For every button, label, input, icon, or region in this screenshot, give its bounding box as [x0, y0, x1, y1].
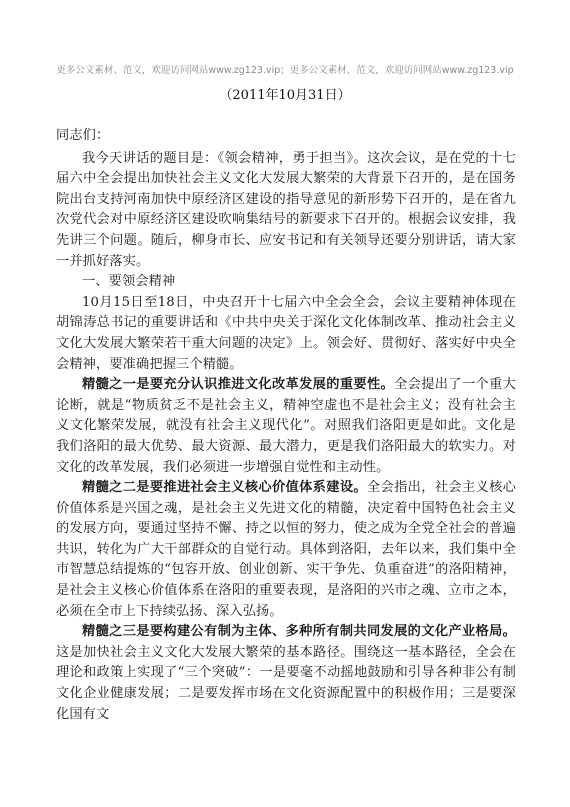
essence-one-text: 全会提出了一个重大论断，就是“物质贫乏不是社会主义，精神空虚也不是社会主义；没有社会主义文化繁荣发展，就没有社会主义现代化”。对照我们洛阳更是如此。文化是我们洛阳的最大优势、最大资源、最大潜力，更是我们洛阳最大的软实力。对文化的改革发展，我们必须进一步增强自觉性和主动性。	[56, 377, 516, 475]
essence-two-lead: 精髓之二是要推进社会主义核心价值体系建设。	[82, 480, 367, 496]
salutation: 同志们：	[56, 128, 110, 143]
essence-three-text: 这是加快社会主义文化大发展大繁荣的基本路径。围绕这一基本路径，全会在理论和政策上实现了“三个突破”：一是要毫不动摇地鼓励和引导各种非公有制文化企业健康发展；二是要发挥市场在文化资源配置中的积极作用；三是要深化国有文	[56, 644, 516, 722]
watermark-text: 更多公文素材、范文，欢迎访问网站www.zg123.vip；更多公文素材、范文，欢迎访问网站www.zg123.vip	[56, 65, 514, 76]
essence-two-paragraph	[56, 478, 516, 622]
intro-paragraph: 我今天讲话的题目是：《领会精神，勇于担当》。这次会议，是在党的十七届六中全会提出加快社会主义文化大发展大繁荣的大背景下召开的，是在国务院出台支持河南加快中原经济区建设的指导意见的新形势下召开的，是在省九次党代会对中原经济区建设吹响集结号的新要求下召开的。根据会议安排，我先讲三个问题。随后，柳身市长、应安书记和有关领导还要分别讲话，请大家一并抓好落实。	[56, 150, 516, 269]
essence-three-lead: 精髓之三是要构建公有制为主体、多种所有制共同发展的文化产业格局。	[82, 624, 516, 640]
essence-three-paragraph	[56, 622, 516, 725]
plenum-paragraph: 10月15日至18日，中央召开十七届六中全会全会，会议主要精神体现在胡锦涛总书记的重要讲话和《中共中央关于深化文化体制改革、推动社会主义文化大发展大繁荣若干重大问题的决定》上。领会好、贯彻好、落实好中央全会精神，要准确把握三个精髓。	[56, 294, 516, 372]
document-body	[56, 126, 516, 725]
essence-two-text: 全会指出，社会主义核心价值体系是兴国之魂，是社会主义先进文化的精髓，决定着中国特色社会主义的发展方向，要通过坚持不懈、持之以恒的努力，使之成为全党全社会的普遍共识，转化为广大干部群众的自觉行动。具体到洛阳，去年以来，我们集中全市智慧总结提炼的“包容开放、创业创新、实干争先、负重奋进”的洛阳精神，是社会主义核心价值体系在洛阳的重要表现，是洛阳的兴市之魂、立市之本，必须在全市上下持续弘扬、深入弘扬。	[56, 480, 516, 619]
essence-one-lead: 精髓之一是要充分认识推进文化改革发展的重要性。	[82, 377, 395, 393]
essence-one-paragraph	[56, 375, 516, 478]
speech-date: （2011年10月31日）	[219, 88, 351, 103]
section-heading-1: 一、要领会精神	[82, 274, 176, 290]
